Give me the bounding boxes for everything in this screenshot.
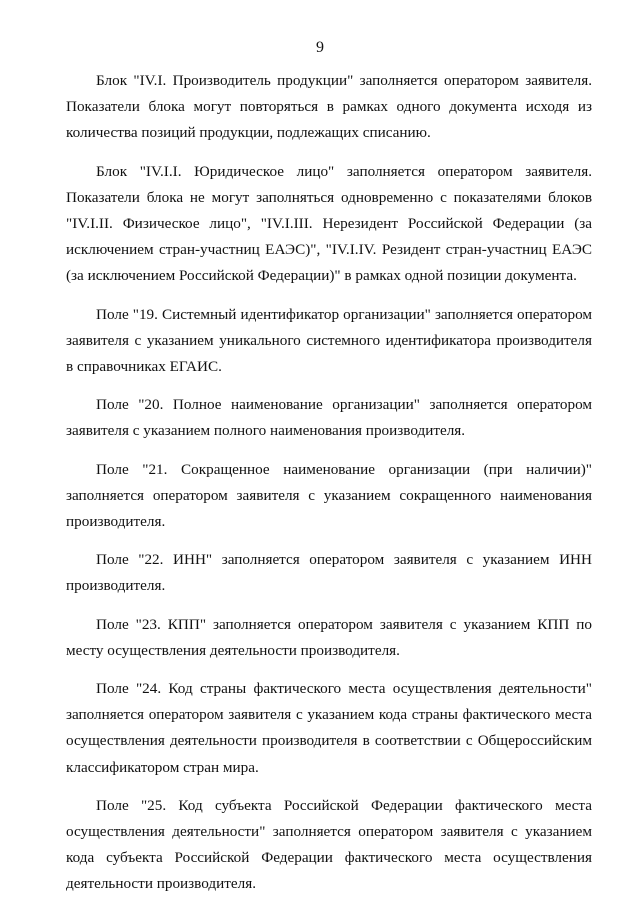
- paragraph-field-23: Поле "23. КПП" заполняется оператором заявителя с указанием КПП по месту осуществления деятельности производителя.: [66, 615, 592, 659]
- document-body: [66, 68, 592, 910]
- paragraph-block-iv-i: Блок "IV.I. Производитель продукции" заполняется оператором заявителя. Показатели блока могут повторяться в рамках одного документа исходя из количества позиций продукции, подлежащих списанию.: [66, 72, 592, 142]
- paragraph-field-22: Поле "22. ИНН" заполняется оператором заявителя с указанием ИНН производителя.: [66, 551, 592, 595]
- page-number: 9: [316, 39, 324, 56]
- paragraph-field-20: Поле "20. Полное наименование организации" заполняется оператором заявителя с указанием полного наименования производителя.: [66, 396, 592, 440]
- paragraph-block-iv-i-i: Блок "IV.I.I. Юридическое лицо" заполняется оператором заявителя. Показатели блока не могут заполняться одновременно с показателями блоков "IV.I.II. Физическое лицо", "IV.I.III. Нерезидент Российской Федерации (за исключением стран-участниц ЕАЭС)", "IV.I.IV. Резидент стран-участниц ЕАЭС (за исключением Российской Федерации)" в рамках одной позиции документа.: [66, 162, 592, 285]
- paragraph-field-19: Поле "19. Системный идентификатор организации" заполняется оператором заявителя с указанием уникального системного идентификатора производителя в справочниках ЕГАИС.: [66, 305, 592, 376]
- paragraph-field-21: Поле "21. Сокращенное наименование организации (при наличии)" заполняется оператором заявителя с указанием сокращенного наименования производителя.: [66, 460, 592, 531]
- paragraph-field-25: Поле "25. Код субъекта Российской Федерации фактического места осуществления деятельности" заполняется оператором заявителя с указанием кода субъекта Российской Федерации фактического места осуществления деятельности производителя.: [66, 796, 592, 893]
- paragraph-field-24: Поле "24. Код страны фактического места осуществления деятельности" заполняется оператором заявителя с указанием кода страны фактического места осуществления деятельности производителя в соответствии с Общероссийским классификатором стран мира.: [66, 680, 592, 776]
